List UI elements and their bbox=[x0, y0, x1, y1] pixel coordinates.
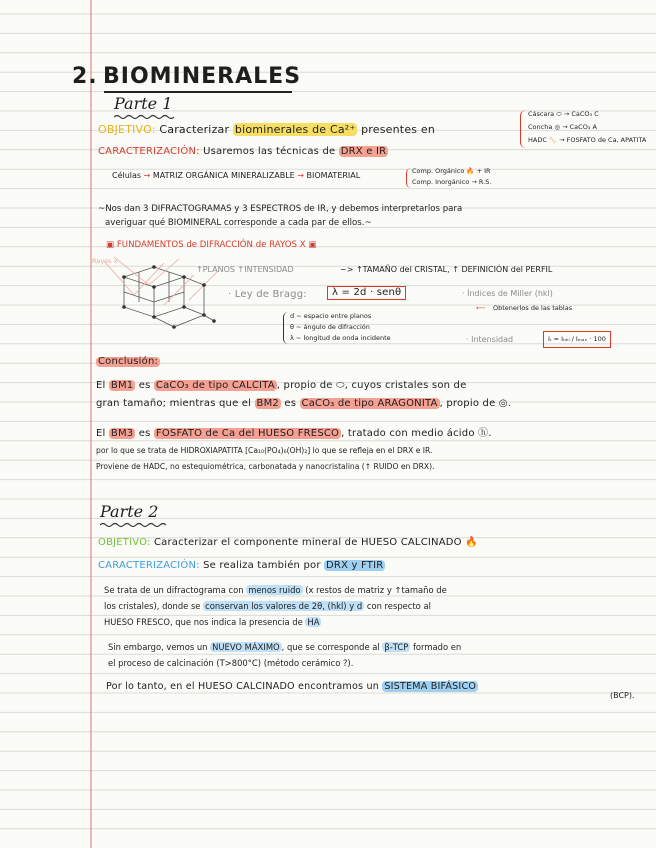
var-d: d ~ espacio entre planos bbox=[290, 312, 372, 320]
p2-par3-a: Por lo tanto, en el HUESO CALCINADO encontramos un bbox=[106, 681, 380, 692]
objetivo-text-1: Caracterizar bbox=[159, 123, 230, 136]
concl-l1-c: , propio de ⬭, cuyos cristales son de bbox=[276, 380, 467, 391]
concl-bm3: BM3 bbox=[110, 428, 134, 439]
concl-bm1: BM1 bbox=[110, 380, 134, 391]
bragg-equation: λ = 2d · senθ bbox=[327, 286, 406, 300]
sample-cascara: Cáscara ⬭ → CaCO₃ C bbox=[528, 110, 599, 118]
planos-label: ↑PLANOS ↑INTENSIDAD bbox=[196, 265, 294, 274]
sample-concha: Concha ◎ → CaCO₃ A bbox=[528, 123, 597, 131]
p2-par2-l1-c: formado en bbox=[412, 642, 462, 652]
p2-par1-l2-a: los cristales), donde se bbox=[104, 601, 201, 611]
objetivo-label: OBJETIVO: bbox=[98, 123, 156, 136]
concl-l2-a: gran tamaño; mientras que el bbox=[96, 398, 252, 409]
intensidad-equation: Iᵣ = Iₕₖₗ / Iₘₐₓ · 100 bbox=[543, 331, 611, 348]
tamano-label: ~> ↑TAMAÑO del CRISTAL, ↑ DEFINICIÓN del PERFIL bbox=[340, 265, 553, 274]
rayos-x-label: Rayos x bbox=[92, 257, 118, 265]
samples-brace bbox=[520, 110, 527, 148]
p2-caract-label: CARACTERIZACIÓN: bbox=[98, 560, 200, 571]
p2-beta-tcp: β-TCP bbox=[384, 642, 409, 652]
parte2-squiggle bbox=[100, 522, 170, 528]
p2-par2-l2: el proceso de calcinación (T>800°C) (método cerámico ?). bbox=[108, 658, 354, 668]
bragg-label: · Ley de Bragg: bbox=[228, 289, 307, 300]
caract-highlight: DRX e IR bbox=[340, 146, 387, 157]
flow-matrix: MATRIZ ORGÁNICA MINERALIZABLE bbox=[152, 171, 295, 180]
concl-line-5: Proviene de HADC, no estequiométrica, carbonatada y nanocristalina (↑ RUIDO en DRX). bbox=[96, 462, 435, 471]
concl-l1-a: El bbox=[96, 380, 106, 391]
vars-brace bbox=[283, 312, 289, 344]
concl-l2-b: es bbox=[284, 398, 297, 409]
parte1-squiggle bbox=[114, 114, 174, 120]
concl-calcita: CaCO₃ de tipo CALCITA bbox=[155, 380, 275, 391]
comp-inorganic: Comp. Inorgánico → R.S. bbox=[412, 178, 492, 186]
p2-par1-l1-b: (x restos de matriz y ↑tamaño de bbox=[305, 585, 447, 595]
p2-menos-ruido: menos ruido bbox=[248, 585, 301, 595]
concl-fosfato: FOSFATO de Ca del HUESO FRESCO bbox=[155, 428, 340, 439]
parte2-label: Parte 2 bbox=[100, 502, 159, 521]
concl-line-4: por lo que se trata de HIDROXIAPATITA [Ca₁₀(PO₄)₆(OH)₂] lo que se refleja en el DRX e IR. bbox=[96, 446, 433, 455]
concl-l2-c: , propio de ◎. bbox=[439, 398, 512, 409]
miller-arrow: ⟵ bbox=[476, 304, 486, 312]
section-number: 2. bbox=[72, 64, 98, 89]
comp-organic: Comp. Orgánico 🔥 + IR bbox=[412, 167, 491, 175]
sample-hadc: HADC 🦴 → FOSFATO de Ca, APATITA bbox=[528, 136, 647, 144]
title-underline bbox=[104, 91, 292, 93]
p2-par1-l1-a: Se trata de un difractograma con bbox=[104, 585, 244, 595]
flow-biomaterial: BIOMATERIAL bbox=[306, 171, 361, 180]
flow-arrow-2: → bbox=[297, 171, 304, 180]
var-theta: θ ~ ángulo de difracción bbox=[290, 323, 370, 331]
caract-label: CARACTERIZACIÓN: bbox=[98, 146, 200, 157]
miller-tables-note: Obtenerlos de las tablas bbox=[493, 304, 573, 312]
flow-cells: Células bbox=[112, 171, 142, 180]
p2-objetivo-text: Caracterizar el componente mineral de HUESO CALCINADO 🔥 bbox=[153, 537, 478, 548]
flow-arrow-1: → bbox=[143, 171, 151, 180]
p2-conservan: conservan los valores de 2θ, (hkl) y d bbox=[205, 601, 363, 611]
concl-l3-c: , tratado con medio ácido ⓗ. bbox=[341, 428, 492, 439]
p2-bcp: (BCP). bbox=[610, 691, 635, 700]
concl-aragonita: CaCO₃ de tipo ARAGONITA bbox=[301, 398, 438, 409]
p2-ha: HA bbox=[307, 617, 320, 627]
conclusion-label: Conclusión: bbox=[98, 356, 159, 367]
parte1-label: Parte 1 bbox=[114, 94, 173, 113]
miller-label: · Índices de Miller (hkl) bbox=[462, 289, 553, 298]
p2-par2-l1-a: Sin embargo, vemos un bbox=[108, 642, 208, 652]
objetivo-text-2: presentes en bbox=[361, 123, 436, 136]
p2-nuevo-maximo: NUEVO MÁXIMO bbox=[212, 642, 280, 652]
fundamentos-title: ▣ FUNDAMENTOS de DIFRACCIÓN de RAYOS X ▣ bbox=[106, 240, 317, 250]
caract-text: Usaremos las técnicas de bbox=[203, 146, 336, 157]
objetivo-highlight: biominerales de Ca²⁺ bbox=[234, 123, 356, 136]
intro-line-1: ~Nos dan 3 DIFRACTOGRAMAS y 3 ESPECTROS de IR, y debemos interpretarlos para bbox=[98, 204, 463, 214]
intensidad-label: · Intensidad bbox=[466, 335, 514, 344]
intro-line-2: averiguar qué BIOMINERAL corresponde a cada par de ellos.~ bbox=[105, 218, 372, 228]
concl-l3-a: El bbox=[96, 428, 106, 439]
concl-l3-b: es bbox=[138, 428, 151, 439]
p2-sistema-bifasico: SISTEMA BIFÁSICO bbox=[384, 681, 477, 692]
p2-caract-highlight: DRX y FTIR bbox=[326, 560, 384, 571]
p2-caract-text: Se realiza también por bbox=[203, 560, 321, 571]
p2-par1-l2-b: con respecto al bbox=[366, 601, 431, 611]
concl-l1-b: es bbox=[138, 380, 151, 391]
var-lambda: λ ~ longitud de onda incidente bbox=[290, 334, 391, 342]
p2-objetivo-label: OBJETIVO: bbox=[98, 537, 151, 548]
page-title: BIOMINERALES bbox=[103, 64, 302, 89]
p2-par1-l3-a: HUESO FRESCO, que nos indica la presencia de bbox=[104, 617, 303, 627]
concl-bm2: BM2 bbox=[256, 398, 279, 409]
p2-par2-l1-b: , que se corresponde al bbox=[281, 642, 380, 652]
